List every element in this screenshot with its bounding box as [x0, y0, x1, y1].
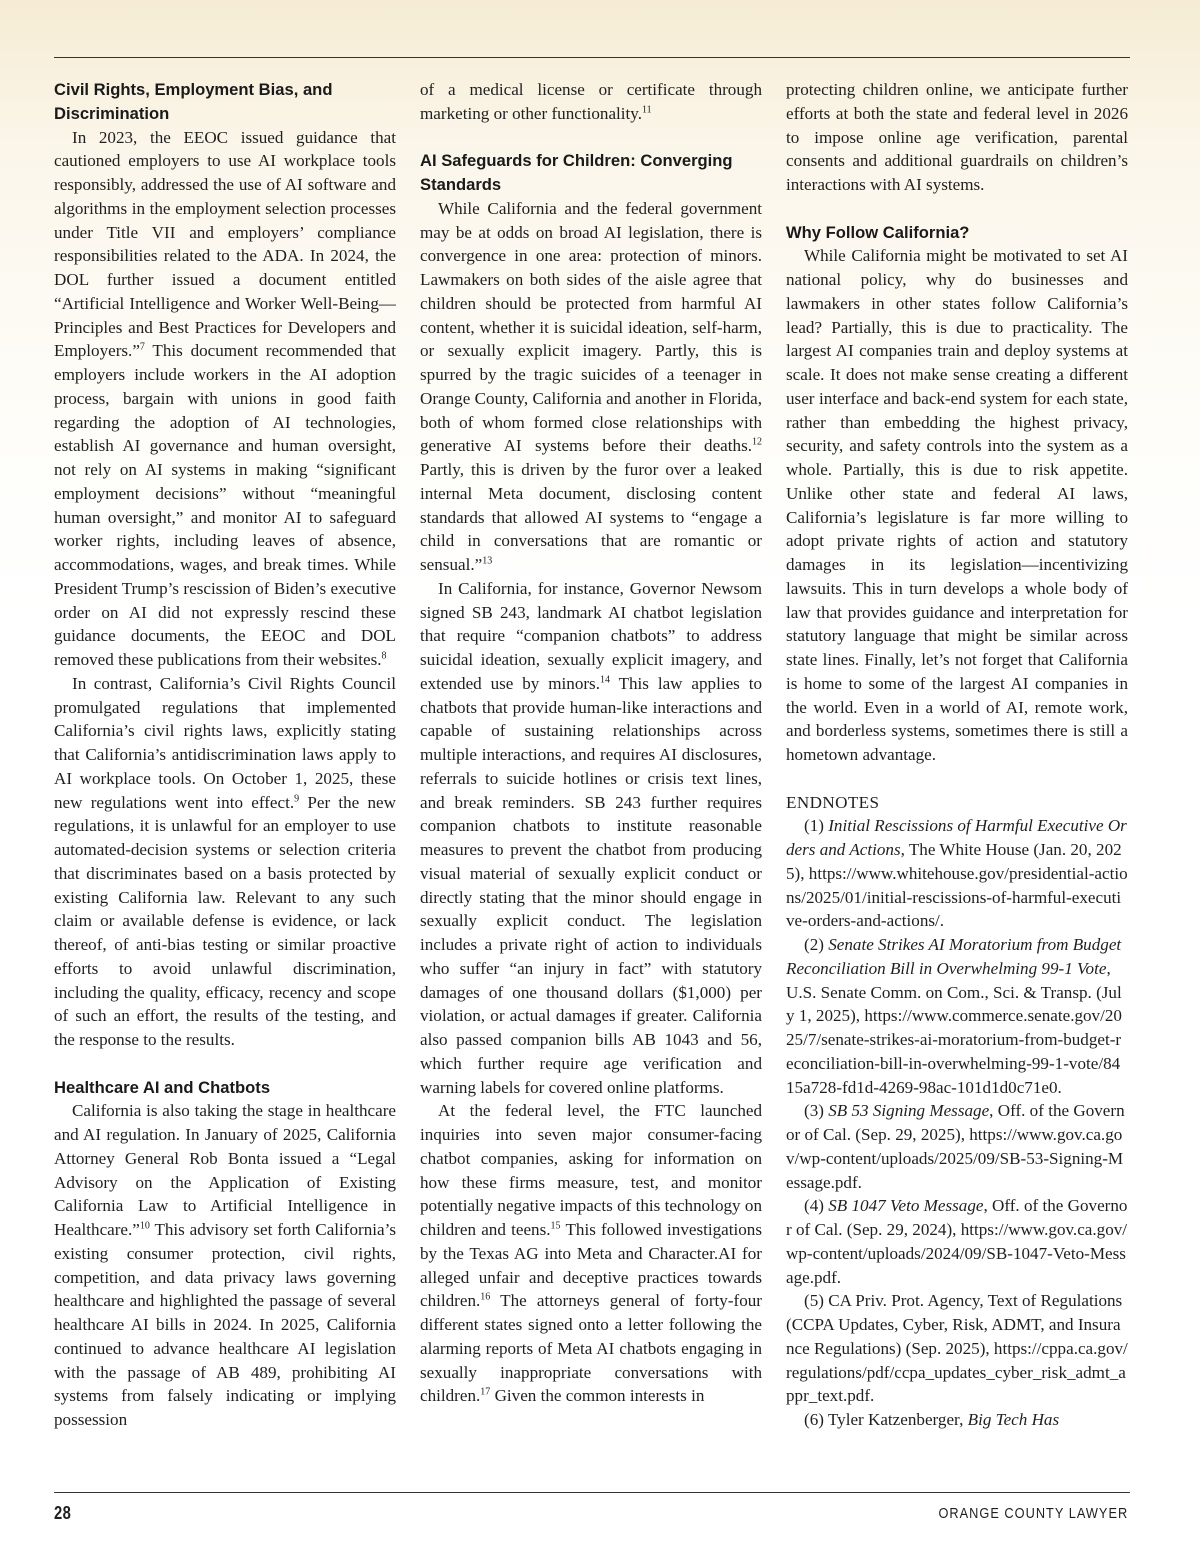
footnote-ref: 15 — [550, 1220, 561, 1232]
endnotes-heading: ENDNOTES — [786, 792, 880, 812]
page-number: 28 — [54, 1503, 72, 1523]
paragraph: California is also taking the stage in healthcare and AI regulation. In January of 2025, California Attorney General Rob Bonta issued a “Legal Advisory on the Application of Existing California Law to Artificial Intelligence in Healthcare.”$^{10}$ This advisory set forth California’s existing consumer protection, civil rights, competition, and data privacy laws governing healthcare and highlighted the passage of several healthcare AI bills in 2024. In 2025, California continued to advance healthcare AI legislation with the passage of AB 489, prohibiting AI systems from falsely indicating or implying possession — [54, 1101, 396, 1429]
footnote-ref: 8 — [381, 650, 387, 662]
column-2 — [420, 78, 762, 1488]
top-rule — [54, 57, 1130, 58]
column-1 — [54, 78, 396, 1488]
footnote-ref: 9 — [294, 792, 300, 804]
paragraph: In 2023, the EEOC issued guidance that cautioned employers to use AI workplace tools responsibly, addressed the use of AI software and algorithms in the employment selection processes under Title VII and employers’ compliance responsibilities related to the ADA. In 2024, the DOL further issued a document entitled “Artificial Intelligence and Worker Well-Being—Principles and Best Practices for Developers and Employers.”$^7$ This document recommended that employers include workers in the AI adoption process, bargain with unions in good faith regarding the adoption of AI technologies, establish AI governance and human oversight, not rely on AI systems in making “significant employment decisions” without “meaningful human oversight,” and monitor AI to safeguard worker rights, including leaves of absence, accommodations, wages, and break times. While President Trump’s rescission of Biden’s executive order on AI did not expressly rescind these guidance documents, the EEOC and DOL removed these publications from their websites.$^8$ — [54, 127, 396, 669]
section-heading-civil-rights: Civil Rights, Employment Bias, and Discrimination — [54, 80, 333, 123]
column-3 — [786, 78, 1128, 1488]
footnote-ref: 14 — [599, 674, 610, 686]
endnote: (1) Initial Rescissions of Harmful Executive Orders and Actions, The White House (Jan. 20, 2025), https://www.whitehouse.gov/presidential-actions/2025/01/initial-rescissions-of-harmful-executive-orders-and-actions/. — [786, 816, 1128, 931]
footnote-ref: 17 — [480, 1386, 491, 1398]
paragraph: In California, for instance, Governor Newsom signed SB 243, landmark AI chatbot legislation that require “companion chatbots” to address suicidal ideation, sexually explicit imagery, and extended use by minors.$^{14}$ This law applies to chatbots that provide human-like interactions and capable of sustaining relationships across multiple interactions, and requires AI disclosures, referrals to suicide hotlines or crisis text lines, and break reminders. SB 243 further requires companion chatbots to institute reasonable measures to prevent the chatbot from producing visual material of sexually explicit conduct or directly stating that the minor should engage in sexually explicit conduct. The legislation includes a private right of action to individuals who suffer “an injury in fact” with statutory damages of one thousand dollars ($1,000) per violation, or actual damages if greater. California also passed companion bills AB 1043 and 56, which further require age verification and warning labels for covered online platforms. — [420, 578, 762, 1097]
endnote: (3) SB 53 Signing Message, Off. of the Governor of Cal. (Sep. 29, 2025), https://www.gov.ca.gov/wp-content/uploads/2025/09/SB-53-Signing-Message.pdf. — [786, 1101, 1125, 1192]
footnote-ref: 10 — [139, 1220, 150, 1232]
paragraph: At the federal level, the FTC launched inquiries into seven major consumer-facing chatbot companies, asking for information on how these firms measure, test, and monitor potentially negative impacts of this technology on children and teens.$^{15}$ This followed investigations by the Texas AG into Meta and Character.AI for alleged unfair and deceptive practices towards children.$^{16}$ The attorneys general of forty-four different states signed onto a letter following the alarming reports of Meta AI chatbots engaging in sexually inappropriate conversations with children.$^{17}$ Given the common interests in — [420, 1101, 762, 1406]
footnote-ref: 7 — [139, 341, 145, 353]
footnote-ref: 11 — [642, 104, 652, 116]
paragraph: While California and the federal government may be at odds on broad AI legislation, there is convergence in one area: protection of minors. Lawmakers on both sides of the aisle agree that children should be protected from harmful AI content, whether it is suicidal ideation, self-harm, or sexually explicit imagery. Partly, this is spurred by the tragic suicides of a teenager in Orange County, California and another in Florida, both of whom formed close relationships with generative AI systems before their deaths.$^{12}$ Partly, this is driven by the furor over a leaked internal Meta document, disclosing content standards that allowed AI systems to “engage a child in conversations that are romantic or sensual.”$^{13}$ — [420, 198, 762, 574]
section-heading-healthcare: Healthcare AI and Chatbots — [54, 1077, 271, 1097]
footnote-ref: 13 — [482, 555, 493, 567]
footnote-ref: 12 — [752, 436, 762, 448]
section-heading-why-california: Why Follow California? — [786, 222, 970, 242]
paragraph: of a medical license or certificate through marketing or other functionality.$^{11}$ — [420, 80, 762, 123]
bottom-rule — [54, 1492, 1130, 1493]
endnote: (5) CA Priv. Prot. Agency, Text of Regulations (CCPA Updates, Cyber, Risk, ADMT, and Insurance Regulations) (Sep. 2025), https://cppa.ca.gov/regulations/pdf/ccpa_updates_cyber_risk_admt_appr_text.pdf. — [786, 1291, 1128, 1406]
paragraph: While California might be motivated to set AI national policy, why do businesses and lawmakers in other states follow California’s lead? Partially, this is due to practicality. The largest AI companies train and deploy systems at scale. It does not make sense creating a different user interface and back-end system for each state, rather than embedding the highest privacy, security, and safety controls into the system as a whole. Partially, this is due to risk appetite. Unlike other state and federal AI laws, California’s legislature is far more willing to adopt private rights of action and statutory damages in its legislation—incentivizing lawsuits. This in turn develops a whole body of law that provides guidance and interpretation for statutory language that might be similar across state lines. Finally, let’s not forget that California is home to some of the largest AI companies in the world. Even in a world of AI, remote work, and borderless systems, sometimes there is still a hometown advantage. — [786, 246, 1128, 764]
publication-name: ORANGE COUNTY LAWYER — [938, 1505, 1128, 1522]
section-heading-children: AI Safeguards for Children: Converging Standards — [420, 151, 733, 194]
paragraph: In contrast, California’s Civil Rights Council promulgated regulations that implemented California’s civil rights laws, explicitly stating that California’s antidiscrimination laws apply to AI workplace tools. On October 1, 2025, these new regulations went into effect.$^9$ Per the new regulations, it is unlawful for an employer to use automated-decision systems or selection criteria that discriminates based on a basis protected by existing California law. Relevant to any such claim or available defense is evidence, or lack thereof, of anti-bias testing or similar proactive efforts to avoid unlawful discrimination, including the quality, efficacy, recency and scope of such an effort, the results of the testing, and the response to the results. — [54, 673, 396, 1049]
endnote: (6) Tyler Katzenberger, Big Tech Has — [804, 1410, 1060, 1429]
endnote: (2) Senate Strikes AI Moratorium from Budget Reconciliation Bill in Overwhelming 99-1 Vote, U.S. Senate Comm. on Com., Sci. & Transp. (July 1, 2025), https://www.commerce.senate.gov/2025/7/senate-strikes-ai-moratorium-from-budget-reconciliation-bill-in-overwhelming-99-1-vote/8415a728-fd1d-4269-98ac-101d1d0c71e0. — [786, 935, 1122, 1097]
footnote-ref: 16 — [480, 1291, 491, 1303]
endnote: (4) SB 1047 Veto Message, Off. of the Governor of Cal. (Sep. 29, 2024), https://www.gov.ca.gov/wp-content/uploads/2024/09/SB-1047-Veto-Message.pdf. — [786, 1196, 1128, 1287]
paragraph: protecting children online, we anticipate further efforts at both the state and federal level in 2026 to impose online age verification, parental consents and additional guardrails on children’s interactions with AI systems. — [786, 80, 1128, 194]
